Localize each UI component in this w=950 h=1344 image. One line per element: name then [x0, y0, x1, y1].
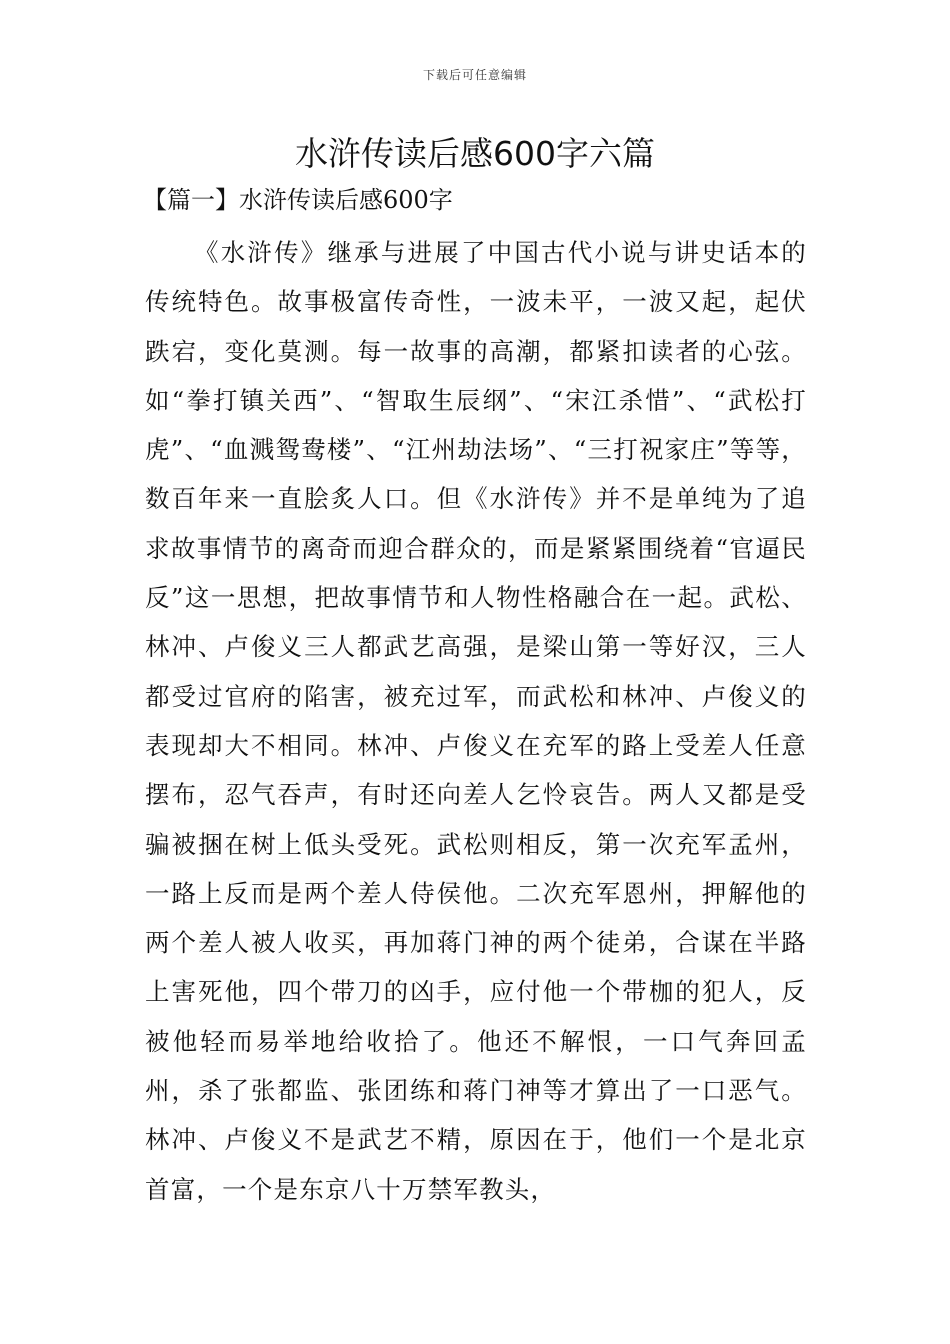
document-title: 水浒传读后感600字六篇: [295, 134, 655, 173]
body-paragraph: 《水浒传》继承与进展了中国古代小说与讲史话本的传统特色。故事极富传奇性，一波未平，一波又起，起伏跌宕，变化莫测。每一故事的高潮，都紧扣读者的心弦。如“拳打镇关西”、“智取生辰纲”、“宋江杀惜”、“武松打虎”、“血溅鸳鸯楼”、“江州劫法场”、“三打祝家庄”等等，数百年来一直脍炙人口。但《水浒传》并不是单纯为了追求故事情节的离奇而迎合群众的，而是紧紧围绕着“官逼民反”这一思想，把故事情节和人物性格融合在一起。武松、林冲、卢俊义三人都武艺高强，是梁山第一等好汉，三人都受过官府的陷害，被充过军，而武松和林冲、卢俊义的表现却大不相同。林冲、卢俊义在充军的路上受差人任意摆布，忍气吞声，有时还向差人乞怜哀告。两人又都是受骗被捆在树上低头受死。武松则相反，第一次充军孟州，一路上反而是两个差人侍侯他。二次充军恩州，押解他的两个差人被人收买，再加蒋门神的两个徒弟，合谋在半路上害死他，四个带刀的凶手，应付他一个带枷的犯人，反被他轻而易举地给收拾了。他还不解恨，一口气奔回孟州，杀了张都监、张团练和蒋门神等才算出了一口恶气。林冲、卢俊义不是武艺不精，原因在于，他们一个是北京首富，一个是东京八十万禁军教头，: [145, 238, 807, 1204]
section-heading: 【篇一】水浒传读后感600字: [143, 186, 453, 214]
header-note: 下载后可任意编辑: [422, 68, 527, 82]
